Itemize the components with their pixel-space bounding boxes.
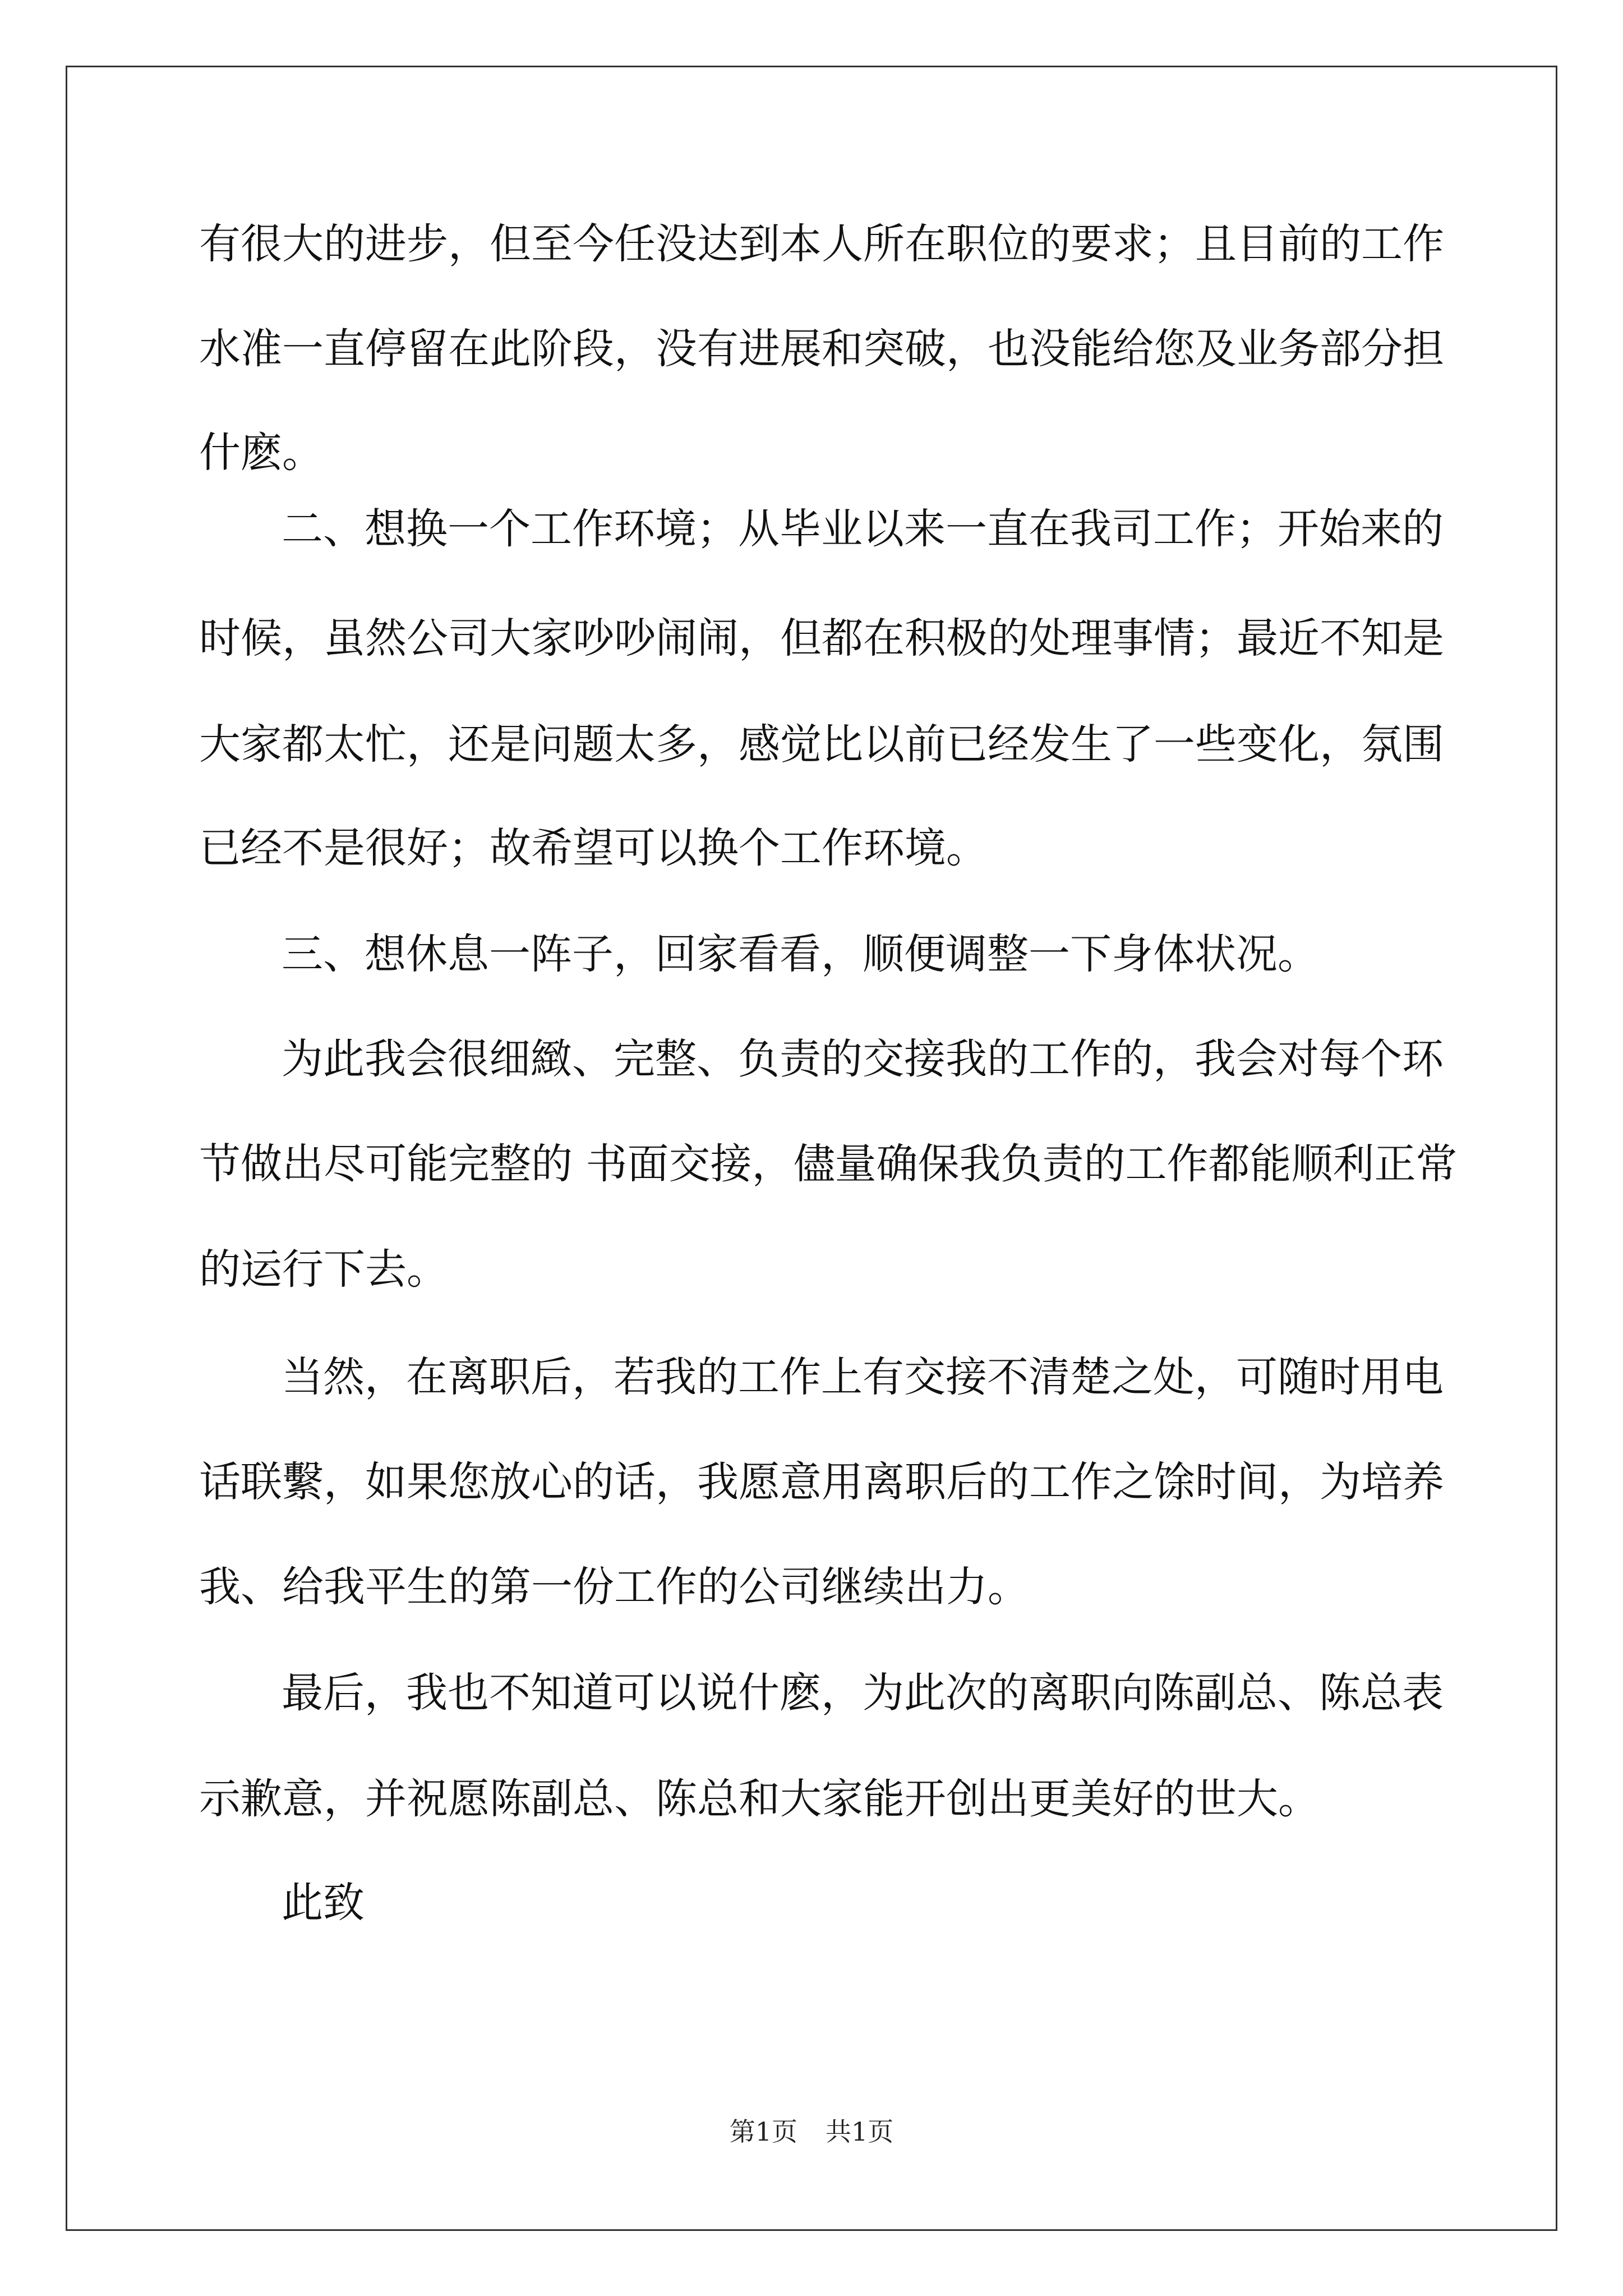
paragraph-start-line: 三、想休息一阵子，回家看看，顺便调整一下身体状况。 [282, 930, 1319, 978]
page-number-total: 共1页 [826, 2116, 894, 2147]
paragraph-start-line: 为此我会很细緻、完整、负责的交接我的工作的，我会对每个环 [282, 1035, 1444, 1083]
text-line: 我、给我平生的第一份工作的公司继续出力。 [199, 1563, 1029, 1611]
text-line: 示歉意，并祝愿陈副总、陈总和大家能开创出更美好的世大。 [199, 1775, 1320, 1823]
text-line: 时候，虽然公司大家吵吵闹闹，但都在积极的处理事情；最近不知是 [199, 614, 1444, 662]
text-line: 已经不是很好；故希望可以换个工作环境。 [199, 824, 988, 872]
page-number-current: 第1页 [729, 2116, 797, 2147]
paragraph-start-line: 最后，我也不知道可以说什麽，为此次的离职向陈副总、陈总表 [282, 1669, 1444, 1717]
text-line: 有很大的进步，但至今任没达到本人所在职位的要求；且目前的工作 [199, 220, 1444, 268]
text-line: 什麽。 [199, 429, 324, 477]
page-footer [0, 2115, 1623, 2148]
text-line: 大家都太忙，还是问题太多，感觉比以前已经发生了一些变化，氛围 [199, 720, 1444, 769]
paragraph-start-line: 二、想换一个工作环境；从毕业以来一直在我司工作；开始来的 [282, 505, 1444, 553]
text-line: 水准一直停留在此阶段，没有进展和突破，也没能给您及业务部分担 [199, 325, 1444, 373]
closing-line: 此致 [282, 1879, 365, 1927]
text-line: 话联繫，如果您放心的话，我愿意用离职后的工作之馀时间，为培养 [199, 1458, 1444, 1506]
text-line: 节做出尽可能完整的 书面交接，儘量确保我负责的工作都能顺利正常 [199, 1140, 1458, 1188]
paragraph-start-line: 当然，在离职后，若我的工作上有交接不清楚之处，可随时用电 [282, 1353, 1444, 1401]
text-line: 的运行下去。 [199, 1245, 448, 1294]
